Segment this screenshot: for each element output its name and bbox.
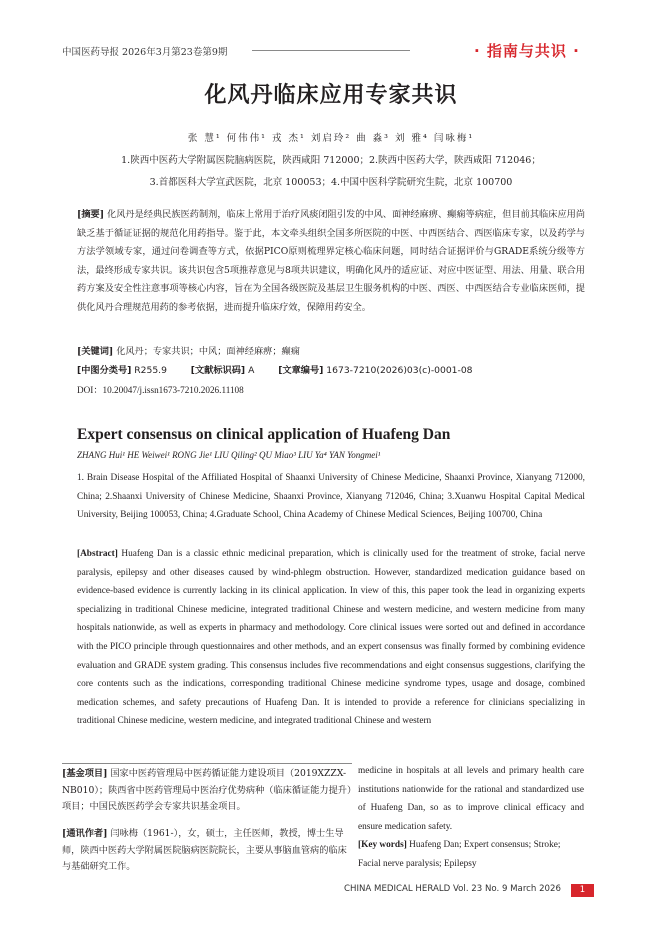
class-value: R255.9	[134, 365, 167, 376]
cn-keywords	[77, 343, 585, 362]
footnote-rule	[62, 763, 352, 764]
en-abstract-continued: medicine in hospitals at all levels and primary health care institutions nationwide for the rational and standardized use of Huafeng Dan, so as to improve clinical efficacy and ensure medication safety.	[358, 766, 584, 832]
header-rule	[252, 50, 410, 51]
fund-text: 国家中医药管理局中医药循证能力建设项目（2019XZZX-NB010）；陕西省中医药管理局中医治疗优势病种（临床循证能力提升）项目；中国民族医药学会专家共识基金项目。	[62, 768, 352, 813]
cn-affil-2: 3.首都医科大学宣武医院，北京 100053；4.中国中医科学院研究生院，北京 100700	[149, 177, 513, 188]
en-abstract	[77, 545, 585, 731]
cn-abstract-text: 化风丹是经典民族医药制剂，临床上常用于治疗风痰闭阻引发的中风、面神经麻痹、癫痫等病症，但目前其临床应用尚缺乏基于循证证据的规范化用药指导。鉴于此，本文牵头组织全国多所医院的中医、中西医结合、西医临床专家，以及药学与方法学领域专家，通过问卷调查等方式，依据PICO原则梳理界定核心临床问题，同时结合证据评价与GRADE系统分级等方法，最终形成专家共识。该共识包含5项推荐意见与8项共识建议，明确化风丹的适应证、对应中医证型、用法、用量、联合用药方案及安全性注意事项等核心内容，旨在为全国各级医院及基层卫生服务机构的中医、西医、中西医结合专业临床医师，提供化风丹合理规范用药的参考依据，进而提升临床疗效，保障用药安全。	[77, 209, 586, 313]
fund-label: [基金项目]	[62, 768, 108, 779]
fund-note	[62, 766, 354, 816]
cn-authors: 张 慧¹ 何伟伟¹ 戎 杰¹ 刘启玲² 曲 淼³ 刘 雅⁴ 闫咏梅¹	[187, 133, 475, 144]
cn-affil-1: 1.陕西中医药大学附属医院脑病医院，陕西咸阳 712000；2.陕西中医药大学，陕西咸阳 712046；	[121, 155, 541, 166]
corr-label: [通讯作者]	[62, 828, 108, 839]
en-keywords-text: Huafeng Dan; Expert consensus; Stroke; Facial nerve paralysis; Epilepsy	[358, 840, 561, 869]
page-number: 1	[571, 884, 594, 897]
cn-abstract-label: [摘要]	[77, 209, 105, 220]
en-title: Expert consensus on clinical application of Huafeng Dan	[77, 426, 451, 443]
journal-header: 中国医药导报 2026年3月第23卷第9期	[62, 47, 228, 58]
section-badge: · 指南与共识 ·	[474, 42, 580, 60]
article-label: [文章编号]	[278, 365, 324, 376]
cn-class-line	[77, 362, 585, 381]
doccode-label: [文献标识码]	[190, 365, 246, 376]
cn-title: 化风丹临床应用专家共识	[204, 82, 458, 108]
corr-text: 闫咏梅（1961-），女，硕士，主任医师，教授，博士生导师，陕西中医药大学附属医院脑病医院院长，主要从事脑血管病的临床与基础研究工作。	[62, 828, 347, 873]
en-abstract-text: Huafeng Dan is a classic ethnic medicinal preparation, which is clinically used for the treatment of stroke, facial nerve paralysis, epilepsy and other diseases caused by wind-phlegm obstruction. However, standardized medication guidance based on evidence-based evidence is currently lacking in its clinical application. In view of this, this paper took the lead in organizing experts specializing in traditional Chinese medicine, integrated traditional Chinese and western medicine, and western medicine from many hospitals nationwide, as well as experts in pharmacy and methodology. Core clinical issues were sorted out and defined in accordance with the PICO principle through questionnaires and other methods, and an expert consensus was finally formed by combining evidence evaluation and GRADE system grading. This consensus includes five recommendations and eight consensus suggestions, clarifying the core contents such as the indications, corresponding traditional Chinese medicine syndrome types, usage and dosage, combined medication schemes, and safety precautions of Huafeng Dan. It is intended to provide a reference for clinicians specializing in traditional Chinese medicine, western medicine, and integrated traditional Chinese and western	[77, 549, 586, 727]
en-abstract-label: [Abstract]	[77, 549, 118, 559]
cn-abstract	[77, 206, 585, 317]
doi: DOI：10.20047/j.issn1673-7210.2026.11108	[77, 385, 244, 395]
en-keywords	[358, 836, 584, 873]
article-value: 1673-7210(2026)03(c)-0001-08	[326, 365, 473, 376]
doccode-value: A	[248, 365, 255, 376]
en-keywords-label: [Key words]	[358, 840, 407, 850]
en-authors: ZHANG Hui¹ HE Weiwei¹ RONG Jie¹ LIU Qiling² QU Miao³ LIU Ya⁴ YAN Yongmei¹	[77, 450, 381, 460]
cn-keywords-text: 化风丹；专家共识；中风；面神经麻痹；癫痫	[116, 346, 300, 357]
footer-journal: CHINA MEDICAL HERALD Vol. 23 No. 9 March 2026	[344, 884, 561, 894]
corr-note	[62, 826, 354, 876]
class-label: [中图分类号]	[77, 365, 132, 376]
cn-keywords-label: [关键词]	[77, 346, 114, 357]
en-affiliations: 1. Brain Disease Hospital of the Affiliated Hospital of Shaanxi University of Chinese Medicine, Shaanxi Province, Xianyang 712000, China; 2.Shaanxi University of Chinese Medicine, Shaanxi Province, Xianyang 712046, China; 3.Xuanwu Hospital Capital Medical University, Beijing 100053, China; 4.Graduate School, China Academy of Chinese Medical Sciences, Beijing 100700, China	[77, 473, 585, 521]
